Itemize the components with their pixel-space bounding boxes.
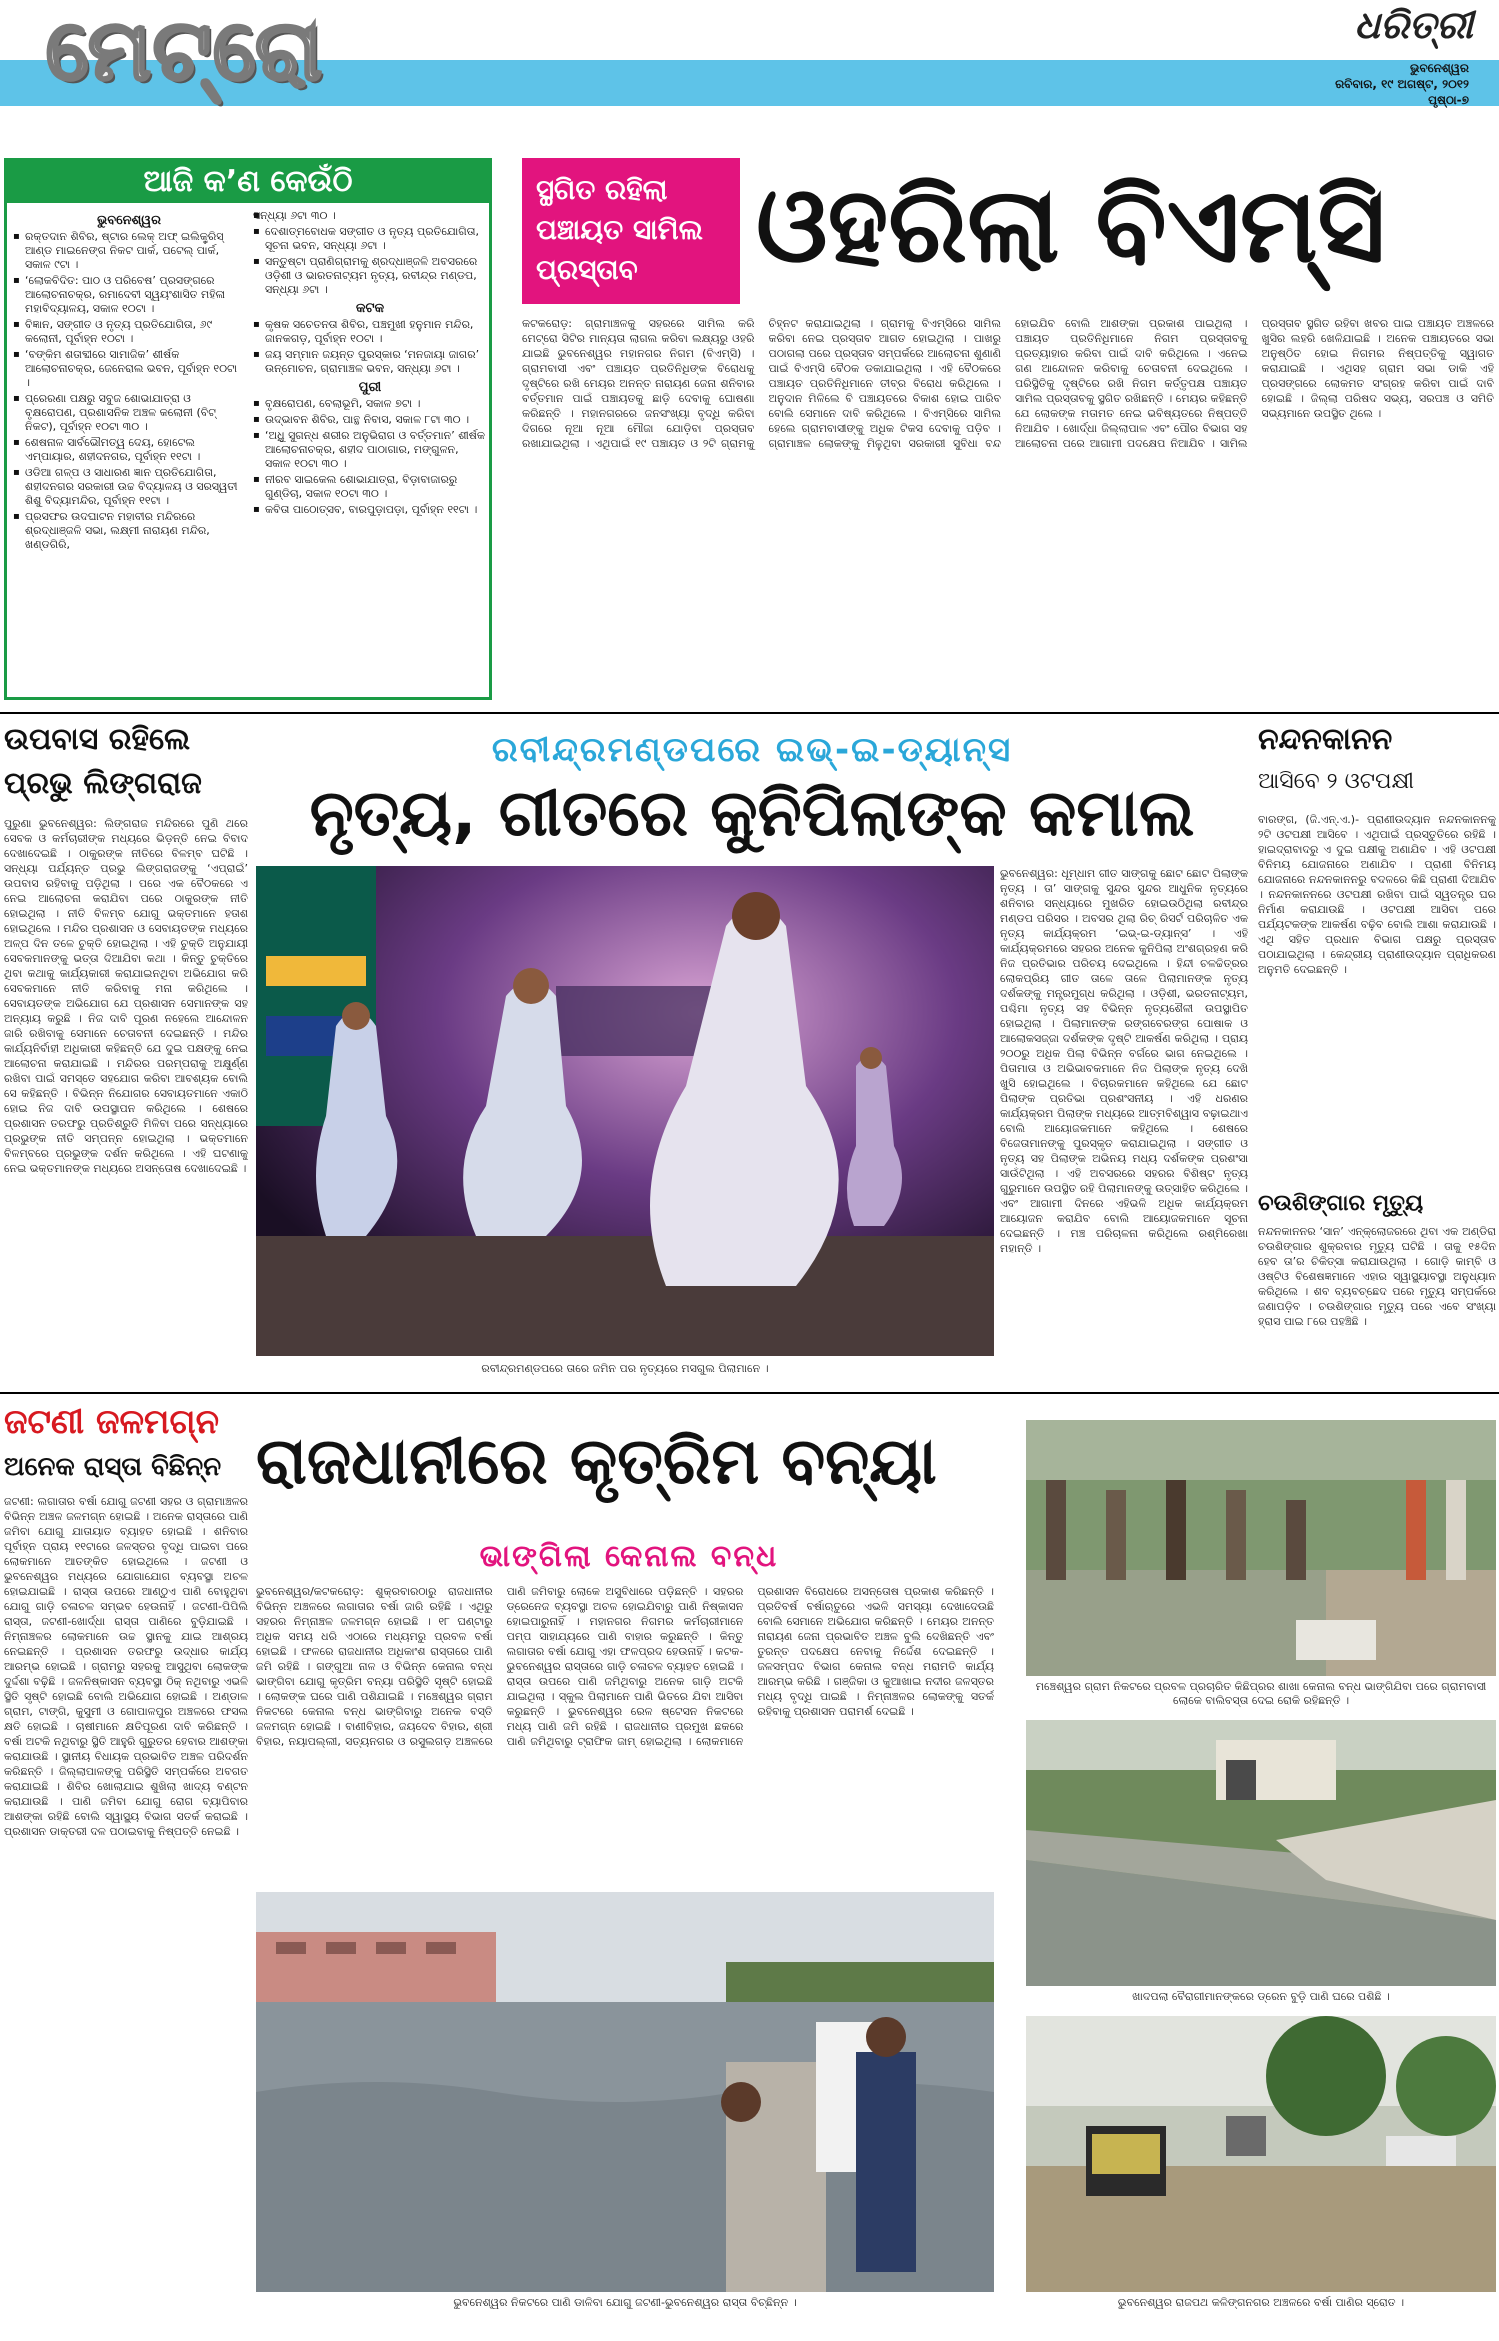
event-item: ▪ ପ୍ରେରଣା ପକ୍ଷରୁ ସବୁଜ ଶୋଭାଯାତ୍ରା ଓ ବୃକ୍ଷରୋପଣ, ପ୍ରଶାସନିକ ଅଞ୍ଚଳ କଲୋନୀ (ବିଟ୍ ନିକଟ), ପୂର୍ବାହ୍ନ ୧୦ଟା ୩୦ । bbox=[13, 392, 245, 434]
event-item: ▪ ଓଡିଆ ଗଳ୍ପ ଓ ସାଧାରଣ ଜ୍ଞାନ ପ୍ରତିଯୋଗିତା, ଶହୀଦନଗର ସରକାରୀ ଉଚ୍ଚ ବିଦ୍ୟାଳୟ ଓ ସରସ୍ୱତୀ ଶିଶୁ ବିଦ୍ୟାମନ୍ଦିର, ପୂର୍ବାହ୍ନ ୧୧ଟା । bbox=[13, 466, 245, 508]
flood-kicker: ଭାଙ୍ଗିଲା କେନାଲ ବନ୍ଧ bbox=[479, 1539, 779, 1574]
flood-photo-3-image bbox=[1026, 2016, 1496, 2292]
event-item: ▪ ଶେଷନାଳ ସାର୍ବଭୌମତ୍ୱ ଦେୟ, ହୋଟେଲ ଏମ୍ପାୟାର, ଶହୀଦନଗର, ପୂର୍ବାହ୍ନ ୧୧ଟା । bbox=[13, 436, 245, 464]
dance-body: ଭୁବନେଶ୍ୱର: ଧୂମ୍‌ଧାମ ଗୀତ ସାଙ୍ଗକୁ ଛୋଟ ଛୋଟ ପିଲାଙ୍କ ନୃତ୍ୟ । ତା’ ସାଙ୍ଗକୁ ସୁନ୍ଦର ସୁନ୍ଦର ଆଧୁନିକ ନୃତ୍ୟରେ ଶନିବାର ସନ୍ଧ୍ୟାରେ ମୁଖରିତ ହୋଇଉଠିଥିଲା ରବୀନ୍ଦ୍ର ମଣ୍ଡପ ପରିସର । ଅବସର ଥିଲା ରିଚ୍ ରିସର୍ଟ ପରିଚାଳିତ ଏକ ନୃତ୍ୟ କାର୍ଯ୍ୟକ୍ରମ ‘ଇଭ୍-ଇ-ଡ୍ୟାନ୍ସ’ । ଏହି କାର୍ଯ୍ୟକ୍ରମରେ ସହରର ଅନେକ କୁନିପିଲା ଅଂଶଗ୍ରହଣ କରି ନିଜ ପ୍ରତିଭାର ପରିଚୟ ଦେଇଥିଲେ । ହିନ୍ଦୀ ଚଳଚ୍ଚିତ୍ରର ଲୋକପ୍ରିୟ ଗୀତ ତାଳେ ତାଳେ ପିଲାମାନଙ୍କ ନୃତ୍ୟ ଦର୍ଶକଙ୍କୁ ମନ୍ତ୍ରମୁଗ୍ଧ କରିଥିଲା । ଓଡ଼ିଶୀ, ଭରତନାଟ୍ୟମ, ପଶ୍ଚିମା ନୃତ୍ୟ ସହ ବିଭିନ୍ନ ନୃତ୍ୟଶୈଳୀ ଉପସ୍ଥାପିତ ହୋଇଥିଲା । ପିଲାମାନଙ୍କ ରଙ୍ଗବେରଙ୍ଗ ପୋଷାକ ଓ ଆଲୋକସଜ୍ଜା ଦର୍ଶକଙ୍କ ଦୃଷ୍ଟି ଆକର୍ଷଣ କରିଥିଲା । ପ୍ରାୟ ୨୦୦ରୁ ଅଧିକ ପିଲା ବିଭିନ୍ନ ବର୍ଗରେ ଭାଗ ନେଇଥିଲେ । ପିତାମାତା ଓ ଅଭିଭାବକମାନେ ନିଜ ପିଲାଙ୍କ ନୃତ୍ୟ ଦେଖି ଖୁସି ହୋଇଥିଲେ । ବିଚାରକମାନେ କହିଥିଲେ ଯେ ଛୋଟ ପିଲାଙ୍କ ପ୍ରତିଭା ପ୍ରଶଂସନୀୟ । ଏହି ଧରଣର କାର୍ଯ୍ୟକ୍ରମ ପିଲାଙ୍କ ମଧ୍ୟରେ ଆତ୍ମବିଶ୍ୱାସ ବଢ଼ାଇଥାଏ ବୋଲି ଆୟୋଜକମାନେ କହିଥିଲେ । ଶେଷରେ ବିଜେତାମାନଙ୍କୁ ପୁରସ୍କୃତ କରାଯାଇଥିଲା । ସଙ୍ଗୀତ ଓ ନୃତ୍ୟ ସହ ପିଲାଙ୍କ ଅଭିନୟ ମଧ୍ୟ ଦର୍ଶକଙ୍କ ପ୍ରଶଂସା ସାଉଁଟିଥିଲା । ଏହି ଅବସରରେ ସହରର ବିଶିଷ୍ଟ ନୃତ୍ୟ ଗୁରୁମାନେ ଉପସ୍ଥିତ ରହି ପିଲାମାନଙ୍କୁ ଉତ୍ସାହିତ କରିଥିଲେ । ଏବଂ ଆଗାମୀ ଦିନରେ ଏହିଭଳି ଅଧିକ କାର୍ଯ୍ୟକ୍ରମ ଆୟୋଜନ କରାଯିବ ବୋଲି ଆୟୋଜକମାନେ ସୂଚନା ଦେଇଛନ୍ତି । ମଞ୍ଚ ପରିଚାଳନା କରିଥିଲେ ରଶ୍ମିରେଖା ମହାନ୍ତି । bbox=[1000, 867, 1248, 1255]
lingaraj-body: ପୁରୁଣା ଭୁବନେଶ୍ୱର: ଲିଙ୍ଗରାଜ ମନ୍ଦିରରେ ପୁଣି ଥରେ ସେବକ ଓ କର୍ମଚାରୀଙ୍କ ମଧ୍ୟରେ ଭିଡ଼ନ୍ତି ନେଇ ବିବାଦ ଦେଖାଦେଇଛି । ଠାକୁରଙ୍କ ନୀତିରେ ବିଳମ୍ବ ଘଟିଛି । ସନ୍ଧ୍ୟା ପର୍ଯ୍ୟନ୍ତ ପ୍ରଭୁ ଲିଙ୍ଗରାଜଙ୍କୁ ‘ଏପ୍ରାଇଁ’ ଉପବାସ ରହିବାକୁ ପଡ଼ିଥିଲା । ପରେ ଏକ ବୈଠକରେ ଏ ନେଇ ଆଲୋଚନା କରାଯିବା ପରେ ଠାକୁରଙ୍କ ନୀତି ହୋଇଥିଲା । ନୀତି ବିଳମ୍ବ ଯୋଗୁ ଭକ୍ତମାନେ ହତାଶ ହୋଇଥିଲେ । ମନ୍ଦିର ପ୍ରଶାସନ ଓ ସେବାୟତଙ୍କ ମଧ୍ୟରେ ଅଳ୍ପ ଦିନ ତଳେ ଚୁକ୍ତି ହୋଇଥିଲା । ଏହି ଚୁକ୍ତି ଅନୁଯାୟୀ ସେବକମାନଙ୍କୁ ଭତ୍ତା ଦିଆଯିବା କଥା । କିନ୍ତୁ ଚୁକ୍ତିରେ ଥିବା କଥାକୁ କାର୍ଯ୍ୟକାରୀ କରାଯାଇନଥିବା ଅଭିଯୋଗ କରି ସେବକମାନେ ନୀତି କରିବାକୁ ମନା କରିଥିଲେ । ସେବାୟତଙ୍କ ଅଭିଯୋଗ ଯେ ପ୍ରଶାସନ ସେମାନଙ୍କ ସହ ଅନ୍ୟାୟ କରୁଛି । ନିଜ ଦାବି ପୂରଣ ନହେଲେ ଆନ୍ଦୋଳନ ଜାରି ରଖିବାକୁ ସେମାନେ ଚେତାବନୀ ଦେଇଛନ୍ତି । ମନ୍ଦିର କାର୍ଯ୍ୟନିର୍ବାହୀ ଅଧିକାରୀ କହିଛନ୍ତି ଯେ ଦୁଇ ପକ୍ଷଙ୍କୁ ନେଇ ଆଲୋଚନା କରାଯାଇଛି । ମନ୍ଦିରର ପରମ୍ପରାକୁ ଅକ୍ଷୁର୍ଣ୍ଣ ରଖିବା ପାଇଁ ସମସ୍ତେ ସହଯୋଗ କରିବା ଆବଶ୍ୟକ ବୋଲି ସେ କହିଛନ୍ତି । ବିଭିନ୍ନ ନିଯୋଗର ସେବାୟତମାନେ ଏକାଠି ହୋଇ ନିଜ ଦାବି ଉପସ୍ଥାପନ କରିଥିଲେ । ଶେଷରେ ପ୍ରଶାସନ ତରଫରୁ ପ୍ରତିଶ୍ରୁତି ମିଳିବା ପରେ ସନ୍ଧ୍ୟାରେ ପ୍ରଭୁଙ୍କ ନୀତି ସମ୍ପନ୍ନ ହୋଇଥିଲା । ଭକ୍ତମାନେ ବିଳମ୍ବରେ ପ୍ରଭୁଙ୍କ ଦର୍ଶନ କରିଥିଲେ । ଏହି ଘଟଣାକୁ ନେଇ ଭକ୍ତମାନଙ୍କ ମଧ୍ୟରେ ଅସନ୍ତୋଷ ଦେଖାଦେଇଛି । bbox=[4, 817, 248, 1175]
lingaraj-headline: ଉପବାସ ରହିଲେ ପ୍ରଭୁ ଲିଙ୍ଗରାଜ bbox=[4, 722, 202, 801]
events-list-bhubaneswar bbox=[13, 230, 245, 552]
flood-photo-1-caption: ମଞ୍ଚେଶ୍ୱର ଗ୍ରାମ ନିକଟରେ ପ୍ରବଳ ପ୍ରଚାରିତ କିଛିପ୍ରର ଶାଖା କେନାଲ ବନ୍ଧ ଭାଙ୍ଗିଯିବା ପରେ ଗ୍ରାମବାସୀ ଲୋକେ ବାଲିବସ୍ତା ଦେଇ ରୋକି ରହିଛନ୍ତି । bbox=[1035, 1680, 1487, 1707]
events-box-title: ଆଜି କ’ଣ କେଉଁଠି bbox=[7, 161, 489, 203]
divider bbox=[0, 1392, 1499, 1394]
events-list-bhubaneswar-cont bbox=[253, 209, 487, 297]
flood-main-photo bbox=[256, 1892, 994, 2292]
event-item: ▪ ରକ୍ତଦାନ ଶିବିର, ଷ୍ଟାର ଲେକ୍ ଅଫ୍ ଇଲିକ୍ଟ୍ରିସ୍ ଆଣ୍ଡ ମାଇନେଙ୍ଗ ନିକଟ ପାର୍କ, ପଟେଲ୍ ପାର୍କ, ସକାଳ ୯ଟା । bbox=[13, 230, 245, 272]
masthead-title bbox=[46, 0, 324, 112]
bmc-kicker: ସ୍ଥଗିତ ରହିଲା ପଞ୍ଚାୟତ ସାମିଲ ପ୍ରସ୍ତାବ bbox=[536, 173, 703, 286]
nandankanan-subhead: ଆସିବେ ୨ ଓଟପକ୍ଷୀ bbox=[1258, 769, 1415, 794]
flood-photo-2 bbox=[1026, 1720, 1496, 1986]
event-item: ▪ ଉଦ୍ଭାବନ ଶିବିର, ପାନ୍ଥ ନିବାସ, ସକାଳ ୮ଟା ୩୦ । bbox=[253, 413, 487, 427]
events-col-1 bbox=[13, 209, 245, 697]
flood-main-photo-image bbox=[256, 1892, 994, 2292]
jatni-body: ଜଟଣୀ: ଲଗାତାର ବର୍ଷା ଯୋଗୁ ଜଟଣୀ ସହର ଓ ଗ୍ରାମାଞ୍ଚଳର ବିଭିନ୍ନ ଅଞ୍ଚଳ ଜଳମଗ୍ନ ହୋଇଛି । ଅନେକ ରାସ୍ତାରେ ପାଣି ଜମିବା ଯୋଗୁ ଯାତାୟାତ ବ୍ୟାହତ ହୋଇଛି । ଶନିବାର ପୂର୍ବାହ୍ନ ପ୍ରାୟ ୧୧ଟାରେ ଜଳସ୍ତର ବୃଦ୍ଧି ପାଇବା ପରେ ଲୋକମାନେ ଆତଙ୍କିତ ହୋଇଥିଲେ । ଜଟଣୀ ଓ ଭୁବନେଶ୍ୱର ମଧ୍ୟରେ ଯୋଗାଯୋଗ ବ୍ୟବସ୍ଥା ଅଚଳ ହୋଇଯାଇଛି । ରାସ୍ତା ଉପରେ ଆଣ୍ଠୁଏ ପାଣି ବୋହୁଥିବା ଯୋଗୁ ଗାଡ଼ି ଚଳାଚଳ ସମ୍ଭବ ହେଉନାହିଁ । ଜଟଣୀ-ପିପିଲି ରାସ୍ତା, ଜଟଣୀ-ଖୋର୍ଦ୍ଧା ରାସ୍ତା ପାଣିରେ ବୁଡ଼ିଯାଇଛି । ନିମ୍ନାଞ୍ଚଳର ଲୋକମାନେ ଉଚ୍ଚ ସ୍ଥାନକୁ ଯାଇ ଆଶ୍ରୟ ନେଇଛନ୍ତି । ପ୍ରଶାସନ ତରଫରୁ ଉଦ୍ଧାର କାର୍ଯ୍ୟ ଆରମ୍ଭ ହୋଇଛି । ଗ୍ରାମରୁ ସହରକୁ ଆସୁଥିବା ଲୋକଙ୍କ ଦୁର୍ଦ୍ଦଶା ବଢ଼ିଛି । ଜଳନିଷ୍କାସନ ବ୍ୟବସ୍ଥା ଠିକ୍ ନଥିବାରୁ ଏଭଳି ସ୍ଥିତି ସୃଷ୍ଟି ହୋଇଛି ବୋଲି ଅଭିଯୋଗ ହୋଇଛି । ଅଣ୍ଡାଳ ଗ୍ରାମ, ଟାଙ୍ଗି, କୁସୁମୀ ଓ ଗୋପାଳପୁର ଅଞ୍ଚଳରେ ଫସଲ କ୍ଷତି ହୋଇଛି । ଚାଷୀମାନେ କ୍ଷତିପୂରଣ ଦାବି କରିଛନ୍ତି । ବର୍ଷା ଅଟକି ନଥିବାରୁ ସ୍ଥିତି ଆହୁରି ଗୁରୁତର ହେବାର ଆଶଙ୍କା କରାଯାଉଛି । ସ୍ଥାନୀୟ ବିଧାୟକ ପ୍ରଭାବିତ ଅଞ୍ଚଳ ପରିଦର୍ଶନ କରିଛନ୍ତି । ଜିଲ୍ଲାପାଳଙ୍କୁ ପରିସ୍ଥିତି ସମ୍ପର୍କରେ ଅବଗତ କରାଯାଇଛି । ଶିବିର ଖୋଲାଯାଇ ଶୁଖିଲା ଖାଦ୍ୟ ବଣ୍ଟନ କରାଯାଉଛି । ପାଣି ଜମିବା ଯୋଗୁ ରୋଗ ବ୍ୟାପିବାର ଆଶଙ୍କା ରହିଛି ବୋଲି ସ୍ୱାସ୍ଥ୍ୟ ବିଭାଗ ସତର୍କ କରାଇଛି । ପ୍ରଶାସନ ଡାକ୍ତରୀ ଦଳ ପଠାଇବାକୁ ନିଷ୍ପତ୍ତି ନେଇଛି । bbox=[4, 1495, 248, 1838]
masthead-title-text: ମେଟ୍ରୋ bbox=[46, 1, 324, 99]
dance-photo-caption: ରବୀନ୍ଦ୍ରମଣ୍ଡପରେ ତାରେ ଜମିନ ପର ନୃତ୍ୟରେ ମସଗୁଲ ପିଲାମାନେ । bbox=[481, 1362, 769, 1375]
event-item: ▪ କବିତା ପାଠୋତ୍ସବ, ବାରପୁଡ଼ାପଡ଼ା, ପୂର୍ବାହ୍ନ ୧୧ଟା । bbox=[253, 503, 487, 517]
event-item: ▪ ପ୍ରସଫର ଉଦଘାଟନ ମହାବୀର ମନ୍ଦିରରେ ଶ୍ରଦ୍ଧାଞ୍ଜଳି ସଭା, ଲକ୍ଷ୍ମୀ ନାରାୟଣ ମନ୍ଦିର, ଖଣ୍ଡଗିରି, bbox=[13, 510, 245, 552]
flood-photo-1 bbox=[1026, 1420, 1496, 1676]
flood-photo-3-caption: ଭୁବନେଶ୍ୱର ରାଜପଥ କଳିଙ୍ଗନଗର ଅଞ୍ଚଳରେ ବର୍ଷା ପାଣିର ସ୍ରୋତ । bbox=[1117, 2296, 1405, 2309]
dance-kicker: ରବୀନ୍ଦ୍ରମଣ୍ଡପରେ ଇଭ୍-ଇ-ଡ୍ୟାନ୍ସ bbox=[491, 730, 1013, 770]
nandankanan-headline: ନନ୍ଦନକାନନ bbox=[1258, 722, 1393, 757]
event-item: ▪ ନୀରବ ସାଇକେଲ ଶୋଭାଯାତ୍ରା, ବିଡ଼ାବାଜାରରୁ ଗୁଣ୍ଡିଚା, ସକାଳ ୧୦ଟା ୩୦ । bbox=[253, 473, 487, 501]
event-item: ▪ ଜୟ ସମ୍ମାନ ଜୟନ୍ତ ପୁରସ୍କାର ‘ମନଜାୟା ଜାଗର’ ଉନ୍ମୋଚନ, ଗ୍ରାମାଞ୍ଚଳ ଭବନ, ସନ୍ଧ୍ୟା ୬ଟା । bbox=[253, 348, 487, 376]
events-box bbox=[4, 158, 492, 700]
brand-logo-text: ଧରିତ୍ରୀ bbox=[1354, 2, 1473, 47]
flood-photo-2-caption: ଖାଦପଲା ବୈରାଗୀମାନଙ୍କରେ ଡ୍ରେନ ବୁଡ଼ି ପାଣି ଘରେ ପଶିଛି । bbox=[1132, 1990, 1390, 2003]
events-city-puri: ପୁରୀ bbox=[358, 380, 382, 395]
dance-photo-image bbox=[256, 866, 994, 1356]
events-list-cuttack bbox=[253, 318, 487, 376]
events-city-bhubaneswar: ଭୁବନେଶ୍ୱର bbox=[97, 213, 161, 228]
flood-photo-2-image bbox=[1026, 1720, 1496, 1986]
event-item: ▪ ‘ଅଧୁି ସୁଗନ୍ଧ ଶରୀର ଅନୁଭିରାଗ ଓ ବର୍ତ୍ତମାନ’ ଶୀର୍ଷକ ଆଲୋଚନାଚକ୍ର, ଶହୀଦ ପାଠାଗାର, ମଙ୍ଗୁଳନ, ସକାଳ ୧୦ଟା ୩୦ । bbox=[253, 429, 487, 471]
masthead-date: ରବିବାର, ୧୯ ଅଗଷ୍ଟ, ୨୦୧୨ bbox=[1335, 77, 1469, 91]
event-item: ▪ ସନ୍ଧ୍ୟା ୬ଟା ୩୦ । bbox=[253, 209, 487, 223]
masthead-dateline bbox=[1335, 60, 1469, 108]
events-city-cuttack: କଟକ bbox=[355, 301, 385, 316]
event-item: ▪ ଦେଶାତ୍ମବୋଧକ ସଙ୍ଗୀତ ଓ ନୃତ୍ୟ ପ୍ରତିଯୋଗିତା, ସୂଚନା ଭବନ, ସନ୍ଧ୍ୟା ୬ଟା । bbox=[253, 225, 487, 253]
jatni-kicker: ଜଟଣୀ ଜଳମଗ୍ନ bbox=[4, 1402, 220, 1442]
event-item: ▪ ‘ଲୋକବିଦିତ: ପାଠ ଓ ପରିବେଷ’ ପ୍ରସଙ୍ଗରେ ଆଲୋଚନାଚକ୍ର, ରମାଦେବୀ ସ୍ୱୟଂଶାସିତ ମହିଳା ମହାବିଦ୍ୟାଳୟ, ସକାଳ ୧୦ଟା । bbox=[13, 274, 245, 316]
event-item: ▪ କୃଷକ ସଚେତନତା ଶିବିର, ପଞ୍ଚମୁଖୀ ହନୁମାନ ମନ୍ଦିର, ଜାନକଗଡ଼, ପୂର୍ବାହ୍ନ ୧୦ଟା । bbox=[253, 318, 487, 346]
event-item: ▪ ବୃକ୍ଷରୋପଣ, ବେଲାଭୂମି, ସକାଳ ୭ଟା । bbox=[253, 397, 487, 411]
bmc-body: କଟକରୋଡ଼: ଗ୍ରାମାଞ୍ଚଳକୁ ସହରରେ ସାମିଲ କରି ମେଟ୍ରୋ ସିଟିର ମାନ୍ୟତା ଲାଗଲ କରିବା ଲକ୍ଷ୍ୟରୁ ଓହରି ଯାଇଛି ଭୁବନେଶ୍ୱର ମହାନଗର ନିଗମ (ବିଏମ୍‌ସି) । ଗ୍ରାମବାସୀ ଏବଂ ପଞ୍ଚାୟତ ପ୍ରତିନିଧିଙ୍କ ବିରୋଧକୁ ଦୃଷ୍ଟିରେ ରଖି ମେୟର ଅନନ୍ତ ନାରାୟଣ ଜେନା ଶନିବାର ବର୍ତ୍ତମାନ ପାଇଁ ପଞ୍ଚାୟତକୁ ଛାଡ଼ି ଦେବାକୁ ଘୋଷଣା କରିଛନ୍ତି । ମହାନଗରରେ ଜନସଂଖ୍ୟା ବୃଦ୍ଧି କରିବା ଦିଗରେ ନୂଆ ନୂଆ ମୌଜା ଯୋଡ଼ିବା ପ୍ରସ୍ତାବ ରଖାଯାଇଥିଲା । ଏଥିପାଇଁ ୧୯ ପଞ୍ଚାୟତ ଓ ୨ଟି ଗ୍ରାମକୁ ଚିହ୍ନଟ କରାଯାଇଥିଲା । ଗ୍ରାମକୁ ବିଏମ୍‌ସିରେ ସାମିଲ କରିବା ନେଇ ପ୍ରସ୍ତାବ ଆଗତ ହୋଇଥିଲା । ପାଖରୁ ପଠାଗଲା ପରେ ପ୍ରସ୍ତାବ ସମ୍ପର୍କରେ ଆଲୋଚନା ଶୁଣାଣି ପାଇଁ ବିଏମ୍‌ସି ବୈଠକ ଡକାଯାଇଥିଲା । ଏହି ବୈଠକରେ ପଞ୍ଚାୟତ ପ୍ରତିନିଧିମାନେ ତୀବ୍ର ବିରୋଧ କରିଥିଲେ । ଅନୁଦାନ ମିଳିଲେ ବି ପଞ୍ଚାୟତରେ ବିକାଶ ହୋଇ ପାରିବ ବୋଲି ସେମାନେ ଦାବି କରିଥିଲେ । ବିଏମ୍‌ସିରେ ସାମିଲ ହେଲେ ଗ୍ରାମବାସୀଙ୍କୁ ଅଧିକ ଟିକସ ଦେବାକୁ ପଡ଼ିବ । ଗ୍ରାମାଞ୍ଚଳ ଲୋକଙ୍କୁ ମିଳୁଥିବା ସରକାରୀ ସୁବିଧା ବନ୍ଦ ହୋଇଯିବ ବୋଲି ଆଶଙ୍କା ପ୍ରକାଶ ପାଇଥିଲା । ପଞ୍ଚାୟତ ପ୍ରତିନିଧିମାନେ ନିଗମ ପ୍ରସ୍ତାବକୁ ପ୍ରତ୍ୟାହାର କରିବା ପାଇଁ ଦାବି କରିଥିଲେ । ଏନେଇ ଗଣ ଆନ୍ଦୋଳନ କରିବାକୁ ଚେତାବନୀ ଦେଇଥିଲେ । ପରିସ୍ଥିତିକୁ ଦୃଷ୍ଟିରେ ରଖି ନିଗମ କର୍ତ୍ତୃପକ୍ଷ ପଞ୍ଚାୟତ ସାମିଲ ପ୍ରସ୍ତାବକୁ ସ୍ଥଗିତ ରଖିଛନ୍ତି । ମେୟର କହିଛନ୍ତି ଯେ ଲୋକଙ୍କ ମତାମତ ନେଇ ଭବିଷ୍ୟତରେ ନିଷ୍ପତ୍ତି ନିଆଯିବ । ଖୋର୍ଦ୍ଧା ଜିଲ୍ଲାପାଳ ଏବଂ ପୌର ବିଭାଗ ସହ ଆଲୋଚନା ପରେ ଆଗାମୀ ପଦକ୍ଷେପ ନିଆଯିବ । ସାମିଲ ପ୍ରସ୍ତାବ ସ୍ଥଗିତ ରହିବା ଖବର ପାଇ ପଞ୍ଚାୟତ ଅଞ୍ଚଳରେ ଖୁସିର ଲହରି ଖେଳିଯାଇଛି । ଅନେକ ପଞ୍ଚାୟତରେ ସଭା ଅନୁଷ୍ଠିତ ହୋଇ ନିଗମର ନିଷ୍ପତ୍ତିକୁ ସ୍ୱାଗତ କରାଯାଇଛି । ଏଥିସହ ଗ୍ରାମ ସଭା ଡାକି ଏହି ପ୍ରସଙ୍ଗରେ ଲୋକମତ ସଂଗ୍ରହ କରିବା ପାଇଁ ଦାବି ହୋଇଛି । ଜିଲ୍ଲା ପରିଷଦ ସଭ୍ୟ, ସରପଞ୍ଚ ଓ ସମିତି ସଭ୍ୟମାନେ ଉପସ୍ଥିତ ଥିଲେ । bbox=[522, 317, 1494, 450]
events-col-2 bbox=[253, 209, 487, 697]
event-item: ▪ ‘ବଙ୍କିମ ଶତାବ୍ଦୀରେ ସାମାଜିକ’ ଶୀର୍ଷକ ଆଲୋଚନାଚକ୍ର, ଜେନେରାଲ ଭବନ, ପୂର୍ବାହ୍ନ ୧୦ଟା । bbox=[13, 348, 245, 390]
dance-photo bbox=[256, 866, 994, 1356]
jatni-subhead: ଅନେକ ରାସ୍ତା ବିଛିନ୍ନ bbox=[4, 1452, 222, 1482]
events-list-puri bbox=[253, 397, 487, 517]
nandankanan-body: ବାରଙ୍ଗ, (ଜି.ଏନ୍.ଏ.)- ପ୍ରାଣୀଉଦ୍ୟାନ ନନ୍ଦନକାନନକୁ ୨ଟି ଓଟପକ୍ଷୀ ଆସିବେ । ଏଥିପାଇଁ ପ୍ରସ୍ତୁତିରେ ରହିଛି । ହାଇଦ୍ରାବାଦରୁ ଏ ଦୁଇ ପକ୍ଷୀକୁ ଅଣାଯିବ । ଏହି ଓଟପକ୍ଷୀ ବିନିମୟ ଯୋଜନାରେ ଅଣାଯିବ । ପ୍ରାଣୀ ବିନିମୟ ଯୋଜନାରେ ନନ୍ଦନକାନନରୁ ବଦଳରେ କିଛି ପ୍ରାଣୀ ଦିଆଯିବ । ନନ୍ଦନକାନନରେ ଓଟପକ୍ଷୀ ରଖିବା ପାଇଁ ସ୍ୱତନ୍ତ୍ର ଘର ନିର୍ମାଣ କରାଯାଉଛି । ଓଟପକ୍ଷୀ ଆସିବା ପରେ ପର୍ଯ୍ୟଟକଙ୍କ ଆକର୍ଷଣ ବଢ଼ିବ ବୋଲି ଆଶା କରାଯାଉଛି । ଏଥି ସହିତ ପ୍ରଧାନ ବିଭାଗ ପକ୍ଷରୁ ପ୍ରସ୍ତାବ ପଠାଯାଇଥିଲା । କେନ୍ଦ୍ରୀୟ ପ୍ରାଣୀଉଦ୍ୟାନ ପ୍ରାଧିକରଣ ଅନୁମତି ଦେଇଛନ୍ତି । bbox=[1258, 813, 1496, 976]
dance-headline: ନୃତ୍ୟ, ଗୀତରେ କୁନିପିଲାଙ୍କ କମାଲ bbox=[309, 777, 1195, 851]
flood-main-caption: ଭୁବନେଶ୍ୱର ନିକଟରେ ପାଣି ଡାଳିବା ଯୋଗୁ ଜଟଣୀ-ଭୁବନେଶ୍ୱର ରାସ୍ତା ବିଚ୍ଛିନ୍ନ । bbox=[453, 2296, 797, 2309]
flood-photo-1-image bbox=[1026, 1420, 1496, 1676]
chausingha-body: ନନ୍ଦନକାନନର ‘ସାନ’ ଏନ୍‌କ୍ଲୋଜରରେ ଥିବା ଏକ ଅଣ୍ଡିରା ଚଉଶିଙ୍ଗାର ଶୁକ୍ରବାର ମୃତ୍ୟୁ ଘଟିଛି । ତାକୁ ୧୫ଦିନ ହେବ ତା’ର ଚିକିତ୍ସା କରାଯାଉଥିଲା । ଗୋଡ଼ି କାମ୍ବି ଓ ଓଷ୍ଟିଓ ବିଶେଷଜ୍ଞମାନେ ଏହାର ସ୍ୱାସ୍ଥ୍ୟାବସ୍ଥା ଅନୁଧ୍ୟାନ କରିଥିଲେ । ଶବ ବ୍ୟବଚ୍ଛେଦ ପରେ ମୃତ୍ୟୁ ସମ୍ପର୍କରେ ଜଣାପଡ଼ିବ । ଚଉଶିଙ୍ଗାର ମୃତ୍ୟୁ ପରେ ଏବେ ସଂଖ୍ୟା ହ୍ରାସ ପାଇ ୮ରେ ପହଞ୍ଚିଛି । bbox=[1258, 1225, 1496, 1328]
bmc-kicker-box bbox=[522, 158, 740, 304]
event-item: ▪ ବିଜ୍ଞାନ, ସଙ୍ଗୀତ ଓ ନୃତ୍ୟ ପ୍ରତିଯୋଗିତା, ୬୯ କଲୋନୀ, ପୂର୍ବାହ୍ନ ୧୦ଟା । bbox=[13, 318, 245, 346]
bmc-headline: ଓହରିଲା ବିଏମ୍‌ସି bbox=[756, 164, 1386, 286]
flood-photo-3 bbox=[1026, 2016, 1496, 2292]
masthead-page: ପୃଷ୍ଠା-୭ bbox=[1428, 93, 1469, 107]
divider bbox=[0, 712, 1499, 714]
chausingha-headline: ଚଉଶିଙ୍ଗାର ମୃତ୍ୟୁ bbox=[1258, 1191, 1424, 1216]
masthead-city: ଭୁବନେଶ୍ୱର bbox=[1410, 61, 1469, 75]
flood-headline: ରାଜଧାନୀରେ କୃତ୍ରିମ ବନ୍ୟା bbox=[256, 1425, 937, 1499]
brand-logo bbox=[1354, 2, 1473, 48]
flood-body: ଭୁବନେଶ୍ୱର/କଟକରୋଡ଼: ଶୁକ୍ରବାରଠାରୁ ରାଜଧାନୀର ବିଭିନ୍ନ ଅଞ୍ଚଳରେ ଲଗାତାର ବର୍ଷା ଜାରି ରହିଛି । ଏଥିରୁ ସହରର ନିମ୍ନାଞ୍ଚଳ ଜଳମଗ୍ନ ହୋଇଛି । ୧୮ ଘଣ୍ଟାରୁ ଅଧିକ ସମୟ ଧରି ଏଠାରେ ମଧ୍ୟମରୁ ପ୍ରବଳ ବର୍ଷା ହୋଇଛି । ଫଳରେ ରାଜଧାନୀର ଅଧିକାଂଶ ରାସ୍ତାରେ ପାଣି ଜମି ରହିଛି । ଗଙ୍ଗୁଆ ନାଳ ଓ ବିଭିନ୍ନ କେନାଲ ବନ୍ଧ ଭାଙ୍ଗିବା ଯୋଗୁ କୃତ୍ରିମ ବନ୍ୟା ପରିସ୍ଥିତି ସୃଷ୍ଟି ହୋଇଛି । ଲୋକଙ୍କ ଘରେ ପାଣି ପଶିଯାଇଛି । ମଞ୍ଚେଶ୍ୱର ଗ୍ରାମ ନିକଟରେ କେନାଲ ବନ୍ଧ ଭାଙ୍ଗିବାରୁ ଅନେକ ବସ୍ତି ଜଳମଗ୍ନ ହୋଇଛି । ବାଣୀବିହାର, ଜୟଦେବ ବିହାର, ଶ୍ରୀ ବିହାର, ନୟାପଲ୍ଲୀ, ସତ୍ୟନଗର ଓ ରସୁଲଗଡ଼ ଅଞ୍ଚଳରେ ପାଣି ଜମିବାରୁ ଲୋକେ ଅସୁବିଧାରେ ପଡ଼ିଛନ୍ତି । ସହରର ଡ୍ରେନେଜ ବ୍ୟବସ୍ଥା ଅଚଳ ହୋଇଯିବାରୁ ପାଣି ନିଷ୍କାସନ ହୋଇପାରୁନାହିଁ । ମହାନଗର ନିଗମର କର୍ମଚାରୀମାନେ ପମ୍ପ ସାହାଯ୍ୟରେ ପାଣି ବାହାର କରୁଛନ୍ତି । କିନ୍ତୁ ଲଗାତାର ବର୍ଷା ଯୋଗୁ ଏହା ଫଳପ୍ରଦ ହେଉନାହିଁ । କଟକ-ଭୁବନେଶ୍ୱର ରାସ୍ତାରେ ଗାଡ଼ି ଚଳାଚଳ ବ୍ୟାହତ ହୋଇଛି । ରାସ୍ତା ଉପରେ ପାଣି ଜମିଥିବାରୁ ଅନେକ ଗାଡ଼ି ଅଟକି ଯାଇଥିଲା । ସ୍କୁଲ ପିଲାମାନେ ପାଣି ଭିତରେ ଯିବା ଆସିବା କରୁଛନ୍ତି । ଭୁବନେଶ୍ୱର ରେଳ ଷ୍ଟେସନ ନିକଟରେ ମଧ୍ୟ ପାଣି ଜମି ରହିଛି । ରାଜଧାନୀର ପ୍ରମୁଖ ଛକରେ ପାଣି ଜମିଥିବାରୁ ଟ୍ରାଫିକ ଜାମ୍ ହୋଇଥିଲା । ଲୋକମାନେ ପ୍ରଶାସନ ବିରୋଧରେ ଅସନ୍ତୋଷ ପ୍ରକାଶ କରିଛନ୍ତି । ପ୍ରତିବର୍ଷ ବର୍ଷାଋତୁରେ ଏଭଳି ସମସ୍ୟା ଦେଖାଦେଉଛି ବୋଲି ସେମାନେ ଅଭିଯୋଗ କରିଛନ୍ତି । ମେୟର ଅନନ୍ତ ନାରାୟଣ ଜେନା ପ୍ରଭାବିତ ଅଞ୍ଚଳ ବୁଲି ଦେଖିଛନ୍ତି ଏବଂ ତୁରନ୍ତ ପଦକ୍ଷେପ ନେବାକୁ ନିର୍ଦ୍ଦେଶ ଦେଇଛନ୍ତି । ଜଳସମ୍ପଦ ବିଭାଗ କେନାଲ ବନ୍ଧ ମରାମତି କାର୍ଯ୍ୟ ଆରମ୍ଭ କରିଛି । ଗଞ୍ଜିକା ଓ କୁଆଖାଇ ନଦୀର ଜଳସ୍ତର ମଧ୍ୟ ବୃଦ୍ଧି ପାଇଛି । ନିମ୍ନାଞ୍ଚଳର ଲୋକଙ୍କୁ ସତର୍କ ରହିବାକୁ ପ୍ରଶାସନ ପରାମର୍ଶ ଦେଇଛି । bbox=[256, 1585, 994, 1748]
masthead bbox=[0, 0, 1499, 132]
event-item: ▪ ସନ୍ତୁଷ୍ଟା ପ୍ରାଣିଗ୍ରାମକୁ ଶ୍ରଦ୍ଧାଞ୍ଜଳି ଅବସରରେ ଓଡ଼ିଶୀ ଓ ଭାରତନାଟ୍ୟମ ନୃତ୍ୟ, ରବୀନ୍ଦ୍ର ମଣ୍ଡପ, ସନ୍ଧ୍ୟା ୬ଟା । bbox=[253, 255, 487, 297]
